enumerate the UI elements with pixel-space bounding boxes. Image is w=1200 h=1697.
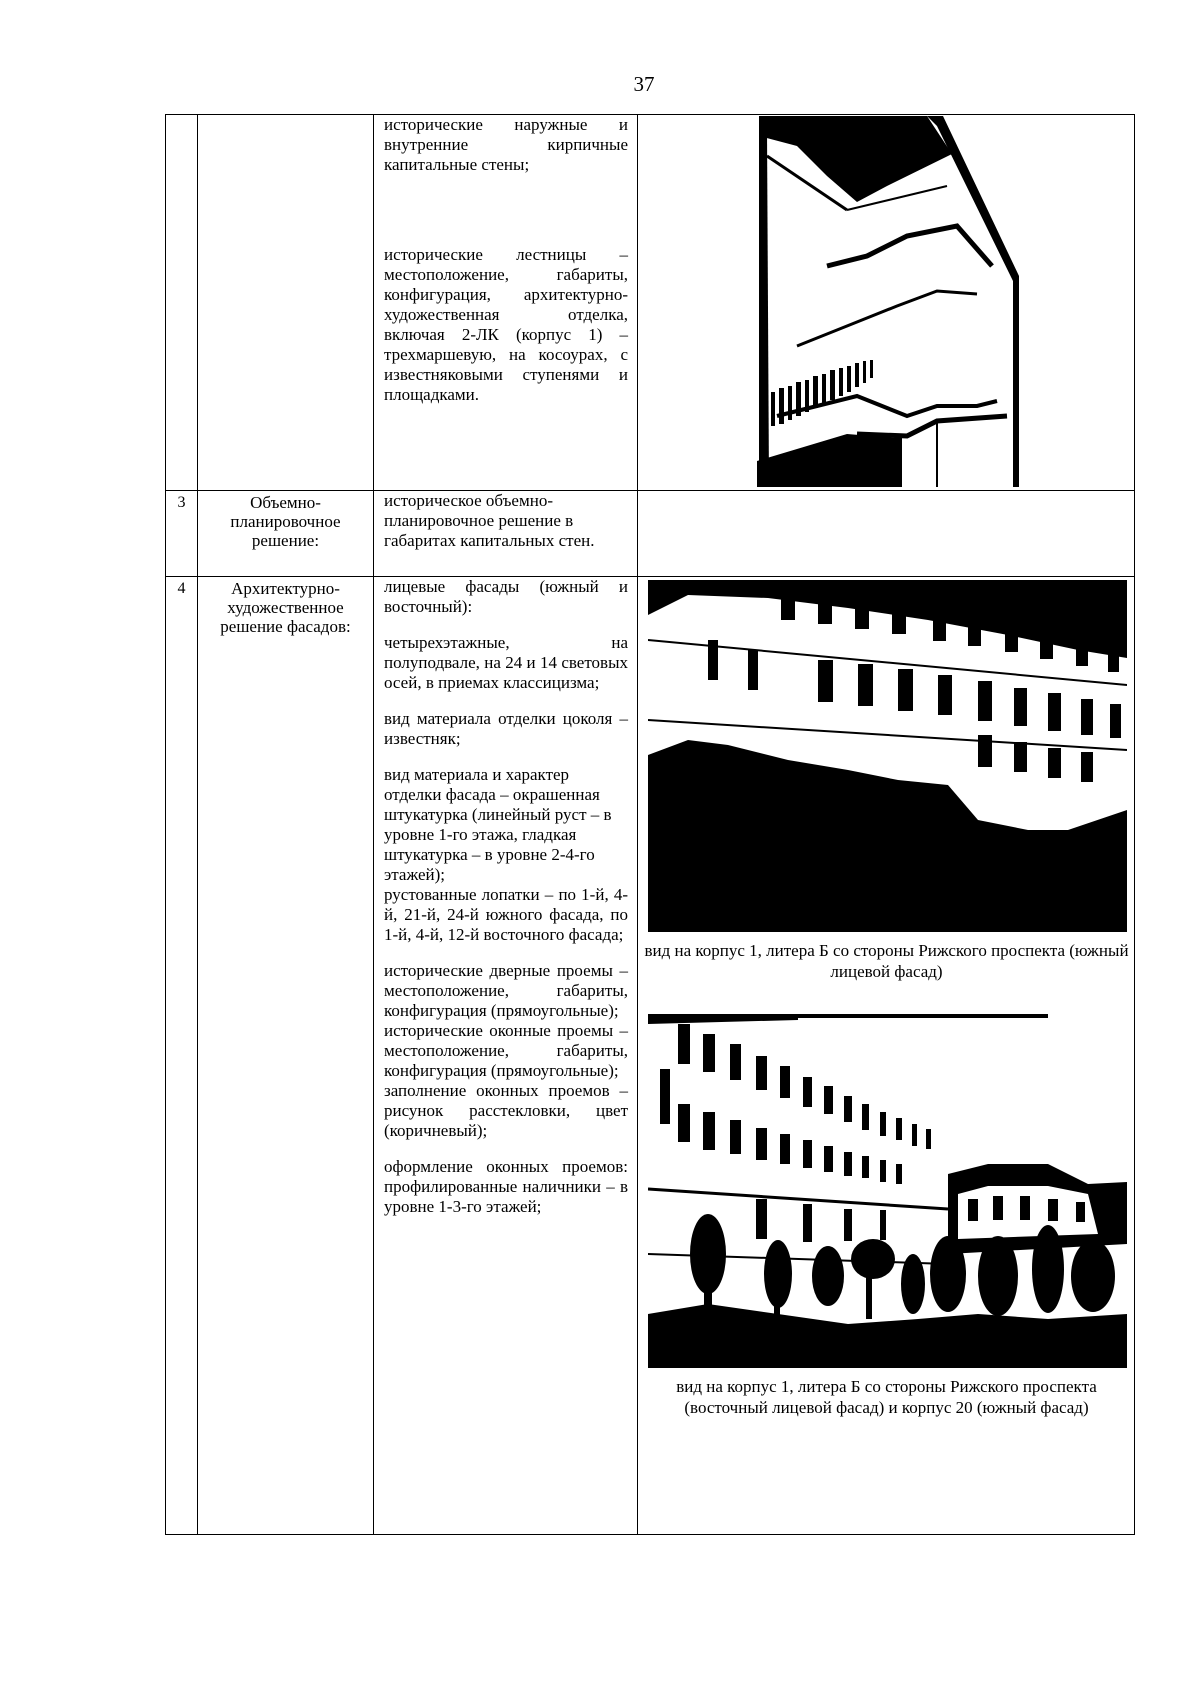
table-row [166, 491, 1135, 577]
photo-cell [638, 115, 1135, 491]
table-row [166, 115, 1135, 491]
east-facade-photo [648, 1014, 1127, 1368]
row-name [198, 115, 374, 491]
staircase-photo [737, 116, 1036, 487]
row-name: Архитектурно-художественное решение фасадов: [198, 577, 374, 1535]
photo-cell [638, 491, 1135, 577]
row-number: 4 [166, 577, 198, 1535]
row-number [166, 115, 198, 491]
photo-cell [638, 577, 1135, 1535]
description-item: четырехэтажные, на полуподвале, на 24 и 14 световых осей, в приемах классицизма; [384, 633, 628, 692]
description-item: оформление оконных проемов: профилированные наличники – в уровне 1-3-го этажей; [384, 1157, 628, 1216]
photo-caption: вид на корпус 1, литера Б со стороны Рижского проспекта (восточный лицевой фасад) и корпус 20 (южный фасад) [676, 1377, 1097, 1417]
elements-table [165, 114, 1135, 1535]
row-description [374, 577, 638, 1535]
description-item: исторические оконные проемы – местоположение, габариты, конфигурация (прямоугольные); [384, 1021, 628, 1080]
row-number: 3 [166, 491, 198, 577]
description-item: вид материала и характер отделки фасада – окрашенная штукатурка (линейный руст – в уровне 1-го этажа, гладкая штукатурка – в уровне 2-4-го этажей); [384, 765, 612, 884]
row-description [374, 115, 638, 491]
table-row [166, 577, 1135, 1535]
description-item: лицевые фасады (южный и восточный): [384, 577, 628, 616]
description-item: исторические наружные и внутренние кирпичные капитальные стены; [384, 115, 628, 174]
description-item: историческое объемно-планировочное решение в габаритах капитальных стен. [384, 491, 595, 550]
page-number: 37 [633, 72, 655, 96]
description-item: исторические лестницы – местоположение, габариты, конфигурация, архитектурно-художественная отделка, включая 2-ЛК (корпус 1) – трехмаршевую, на косоурах, с известняковыми ступенями и площадками. [384, 245, 628, 404]
row-description [374, 491, 638, 577]
south-facade-photo [648, 580, 1127, 932]
row-name: Объемно-планировочное решение: [198, 491, 374, 577]
description-item: заполнение оконных проемов – рисунок расстекловки, цвет (коричневый); [384, 1081, 628, 1140]
description-item: вид материала отделки цоколя – известняк; [384, 709, 628, 748]
description-item: рустованные лопатки – по 1-й, 4-й, 21-й, 24-й южного фасада, по 1-й, 4-й, 12-й восточного фасада; [384, 885, 628, 944]
description-item: исторические дверные проемы – местоположение, габариты, конфигурация (прямоугольные); [384, 961, 628, 1020]
photo-caption: вид на корпус 1, литера Б со стороны Рижского проспекта (южный лицевой фасад) [644, 941, 1129, 981]
